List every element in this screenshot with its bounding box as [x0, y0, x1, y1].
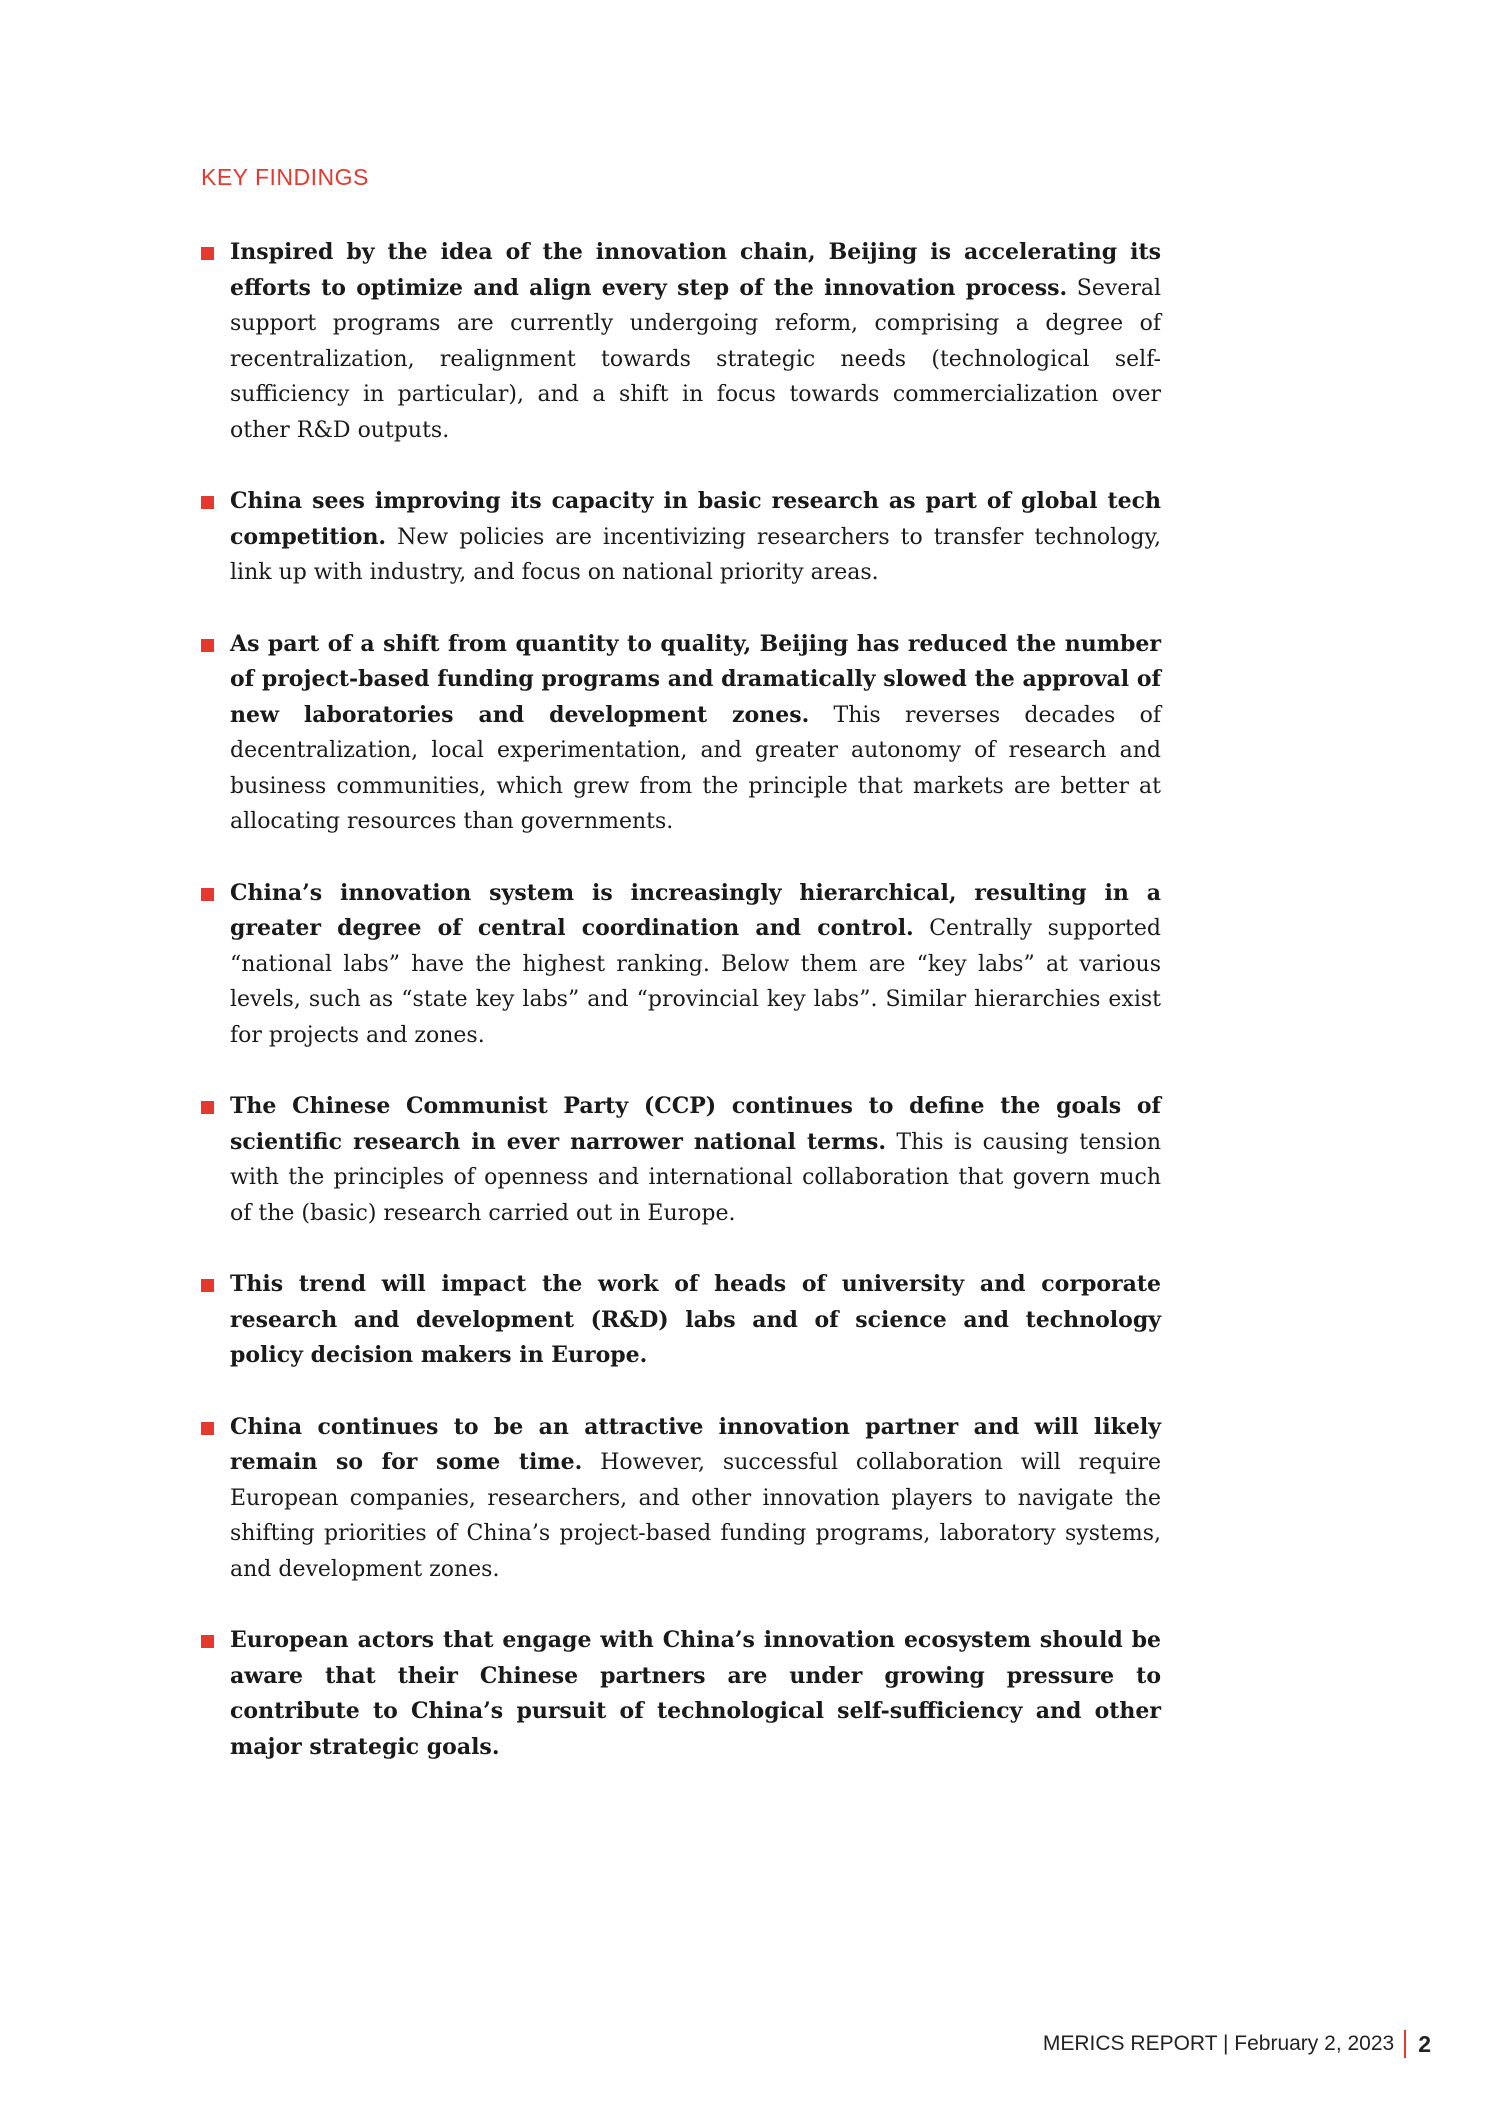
finding-body: However, successful collaboration will require European companies, researchers, and other innovation players to navigate the shifting priorities of China’s project-based funding programs, laboratory systems, and development zones.	[230, 1450, 1161, 1582]
finding-headline: This trend will impact the work of heads of university and corporate research and development (R&D) labs and of science and technology policy decision makers in Europe.	[230, 1271, 1161, 1368]
finding-headline: The Chinese Communist Party (CCP) continues to define the goals of scientific research in ever narrower national terms.	[230, 1093, 1161, 1155]
finding-headline: European actors that engage with China’s innovation ecosystem should be aware that their Chinese partners are under growing pressure to contribute to China’s pursuit of technological self-sufficiency and other major strategic goals.	[230, 1627, 1161, 1760]
finding-body: Several support programs are currently undergoing reform, comprising a degree of recentralization, realignment towards strategic needs (technological self-sufficiency in particular), and a shift in focus towards commercialization over other R&D outputs.	[230, 275, 1161, 443]
bullet-square-icon	[201, 888, 214, 901]
bullet-square-icon	[201, 496, 214, 509]
finding-item	[201, 627, 1161, 840]
finding-headline: Inspired by the idea of the innovation chain, Beijing is accelerating its efforts to optimize and align every step of the innovation process.	[230, 239, 1161, 301]
bullet-square-icon	[201, 1279, 214, 1292]
finding-body: New policies are incentivizing researchers to transfer technology, link up with industry, and focus on national priority areas.	[230, 524, 1161, 585]
finding-body: This is causing tension with the principles of openness and international collaboration that govern much of the (basic) research carried out in Europe.	[230, 1129, 1161, 1226]
footer-divider	[1404, 2030, 1406, 2058]
bullet-square-icon	[201, 1101, 214, 1114]
finding-item	[201, 1623, 1161, 1765]
finding-item	[201, 1410, 1161, 1588]
finding-item	[201, 484, 1161, 591]
finding-body: This reverses decades of decentralization, local experimentation, and greater autonomy of research and business communities, which grew from the principle that markets are better at allocating resources than governments.	[230, 702, 1161, 834]
findings-list	[201, 235, 1161, 1801]
page-footer	[1043, 2030, 1431, 2058]
finding-headline: China’s innovation system is increasingly hierarchical, resulting in a greater degree of central coordination and control.	[230, 879, 1161, 941]
finding-item	[201, 876, 1161, 1054]
section-title: KEY FINDINGS	[201, 164, 369, 190]
finding-headline: China continues to be an attractive innovation partner and will likely remain so for some time.	[230, 1413, 1161, 1475]
finding-body: Centrally supported “national labs” have the highest ranking. Below them are “key labs” at various levels, such as “state key labs” and “provincial key labs”. Similar hierarchies exist for projects and zones.	[230, 916, 1161, 1048]
bullet-square-icon	[201, 639, 214, 652]
finding-headline: As part of a shift from quantity to quality, Beijing has reduced the number of project-based funding programs and dramatically slowed the approval of new laboratories and development zones.	[230, 630, 1161, 728]
finding-headline: China sees improving its capacity in basic research as part of global tech competition.	[230, 488, 1161, 550]
page-number: 2	[1418, 2030, 1431, 2057]
finding-item	[201, 235, 1161, 448]
report-label: MERICS REPORT | February 2, 2023	[1042, 2032, 1395, 2055]
finding-item	[201, 1267, 1161, 1374]
bullet-square-icon	[201, 1635, 214, 1648]
bullet-square-icon	[201, 1422, 214, 1435]
bullet-square-icon	[201, 247, 214, 260]
finding-item	[201, 1089, 1161, 1231]
